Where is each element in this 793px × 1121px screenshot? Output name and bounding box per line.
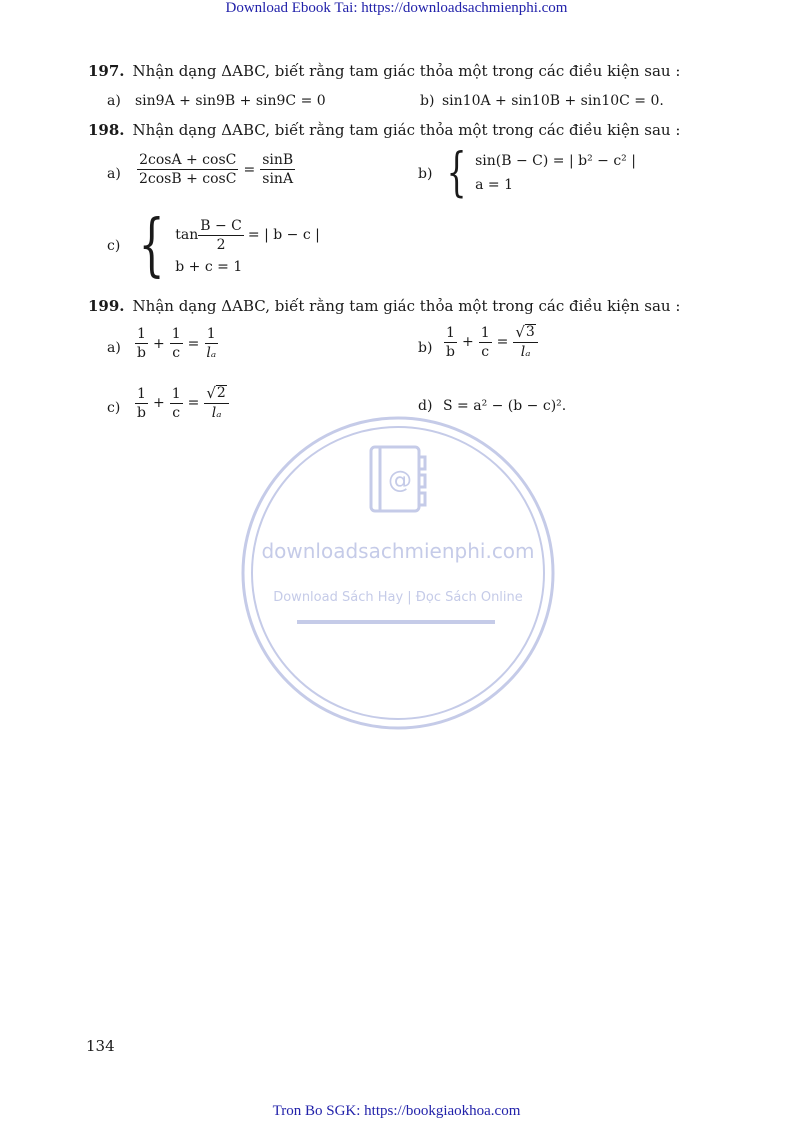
svg-text:@: @ xyxy=(388,466,412,494)
equation: $\frac{1}{b}$ + $\frac{1}{c}$ = $\frac{1}{\text{lₐ}}$ xyxy=(137,326,217,361)
address-book-icon xyxy=(371,447,425,511)
watermark-site: downloadsachmienphi.com xyxy=(261,539,535,563)
equation: $\frac{1}{b}$ + $\frac{1}{c}$ = √ 3 lₐ xyxy=(444,324,538,360)
watermark-tagline: Download Sách Hay | Đọc Sách Online xyxy=(273,590,523,605)
problem-text: Nhận dạng ΔABC, biết rằng tam giác thỏa một trong các điều kiện sau : xyxy=(132,297,681,315)
equation: $\frac{1}{b}$ + $\frac{1}{c}$ = √ 2 lₐ xyxy=(135,385,229,421)
part-label: a) xyxy=(107,93,121,109)
fraction: $\frac{\sin B}{\sin A}$ xyxy=(262,152,294,187)
part-label: b) xyxy=(420,93,435,109)
part-label: c) xyxy=(107,238,121,254)
system-line: sin(B − C) = | b² − c² | xyxy=(475,153,636,169)
problem-number: 198. xyxy=(88,121,125,139)
equation-system: { tan $\frac{B - C}{2}$ = | b − c | b + c = 1 xyxy=(138,206,320,285)
system-line: tan xyxy=(175,227,199,243)
part-label: c) xyxy=(107,400,121,416)
part-label: d) xyxy=(418,398,433,414)
part-label: b) xyxy=(418,340,433,356)
problem-text: Nhận dạng ΔABC, biết rằng tam giác thỏa một trong các điều kiện sau : xyxy=(132,121,681,139)
page-number: 134 xyxy=(86,1037,115,1055)
fraction: $\frac{2\cos A + \cos C}{2\cos B + \cos C}$ xyxy=(139,152,237,187)
problem-199-heading xyxy=(88,297,680,315)
equation: sin9A + sin9B + sin9C = 0 xyxy=(135,93,326,109)
page-header[interactable]: Download Ebook Tai: https://downloadsachmienphi.com xyxy=(225,0,568,16)
equation-system xyxy=(440,143,636,203)
equation: $\frac{2\cos A + \cos C}{2\cos B + \cos C}$ = $\frac{\sin B}{\sin A}$ xyxy=(139,152,294,187)
equation: sin10A + sin10B + sin10C = 0. xyxy=(442,93,664,109)
page-footer[interactable]: Tron Bo SGK: https://bookgiaokhoa.com xyxy=(272,1103,521,1119)
problem-198-heading xyxy=(88,121,680,139)
fraction: $\frac{B - C}{2}$ xyxy=(200,217,242,253)
equation: S = a² − (b − c)². xyxy=(443,398,567,414)
problem-197-heading xyxy=(88,62,680,80)
part-label: a) xyxy=(107,340,121,356)
system-line: b + c = 1 xyxy=(175,258,243,275)
brace: { xyxy=(446,143,467,203)
part-label: b) xyxy=(418,166,433,182)
part-label: a) xyxy=(107,166,121,182)
problem-text: Nhận dạng ΔABC, biết rằng tam giác thỏa một trong các điều kiện sau : xyxy=(132,62,681,80)
problem-number: 199. xyxy=(88,297,125,315)
brace: { xyxy=(138,206,165,285)
problem-number: 197. xyxy=(88,62,125,80)
watermark-seal xyxy=(240,415,556,731)
system-line: a = 1 xyxy=(475,177,513,193)
